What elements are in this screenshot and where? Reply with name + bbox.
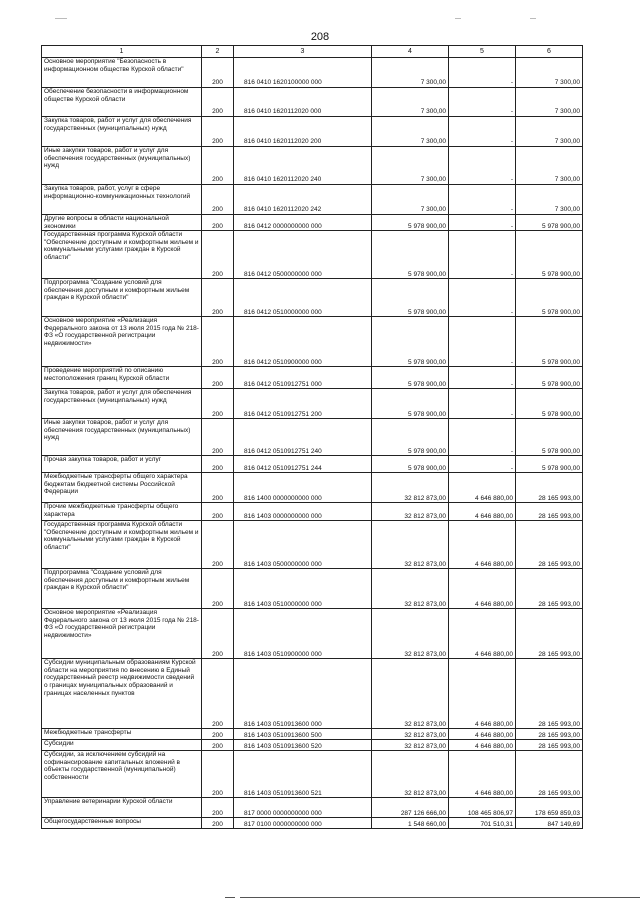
row-name-cell: Субсидии, за исключением субсидий на софинансирование капитальных вложений в объекты государственной (муниципальной) собственности	[42, 751, 202, 798]
row-code-cell: 200	[202, 185, 234, 215]
row-value-5-cell: -	[449, 456, 516, 473]
table-row	[42, 231, 583, 279]
row-value-6-cell: 28 165 993,00	[516, 729, 583, 740]
row-kbk-cell: 816 0412 0510900000 000	[234, 317, 372, 367]
row-value-6-cell: 5 978 900,00	[516, 231, 583, 279]
row-name-cell: Закупка товаров, работ и услуг для обеспечения государственных (муниципальных) нужд	[42, 117, 202, 147]
scan-mark	[530, 18, 536, 19]
row-value-6-cell: 28 165 993,00	[516, 569, 583, 609]
row-value-6-cell: 7 300,00	[516, 58, 583, 88]
row-value-6-cell: 28 165 993,00	[516, 740, 583, 751]
row-value-5-cell: -	[449, 389, 516, 419]
row-value-6-cell: 5 978 900,00	[516, 456, 583, 473]
row-value-4-cell: 1 548 660,00	[372, 818, 449, 829]
row-value-4-cell: 7 300,00	[372, 147, 449, 185]
table-row	[42, 389, 583, 419]
row-value-5-cell: -	[449, 185, 516, 215]
row-name-cell: Закупка товаров, работ, услуг в сфере информационно-коммуникационных технологий	[42, 185, 202, 215]
row-value-4-cell: 32 812 873,00	[372, 521, 449, 569]
table-row	[42, 521, 583, 569]
row-value-5-cell: -	[449, 215, 516, 231]
table-row	[42, 659, 583, 729]
row-value-6-cell: 28 165 993,00	[516, 473, 583, 503]
row-value-4-cell: 32 812 873,00	[372, 740, 449, 751]
row-code-cell: 200	[202, 659, 234, 729]
table-row	[42, 317, 583, 367]
row-value-5-cell: -	[449, 58, 516, 88]
table-row	[42, 147, 583, 185]
header-cell: 6	[516, 46, 583, 58]
row-value-6-cell: 5 978 900,00	[516, 317, 583, 367]
row-value-4-cell: 5 978 900,00	[372, 456, 449, 473]
row-value-6-cell: 28 165 993,00	[516, 751, 583, 798]
row-kbk-cell: 816 1403 0510900000 000	[234, 609, 372, 659]
row-value-5-cell: -	[449, 117, 516, 147]
row-value-5-cell: 4 646 880,00	[449, 751, 516, 798]
row-kbk-cell: 816 0412 0510000000 000	[234, 279, 372, 317]
row-value-4-cell: 5 978 900,00	[372, 367, 449, 389]
row-value-6-cell: 5 978 900,00	[516, 367, 583, 389]
row-value-6-cell: 7 300,00	[516, 185, 583, 215]
table-row	[42, 367, 583, 389]
footer-line	[240, 897, 640, 898]
row-name-cell: Государственная программа Курской области "Обеспечение доступным и комфортным жильем и коммунальными услугами граждан в Курской области"	[42, 231, 202, 279]
row-value-5-cell: -	[449, 147, 516, 185]
row-name-cell: Основное мероприятие «Реализация Федерального закона от 13 июля 2015 года № 218-ФЗ «О государственной регистрации недвижимости»	[42, 317, 202, 367]
row-value-6-cell: 28 165 993,00	[516, 521, 583, 569]
row-value-6-cell: 5 978 900,00	[516, 389, 583, 419]
row-name-cell: Подпрограмма "Создание условий для обеспечения доступным и комфортным жильем граждан в Курской области"	[42, 569, 202, 609]
row-value-4-cell: 5 978 900,00	[372, 317, 449, 367]
table-row	[42, 473, 583, 503]
header-cell: 2	[202, 46, 234, 58]
row-kbk-cell: 816 0412 0000000000 000	[234, 215, 372, 231]
row-value-5-cell: -	[449, 367, 516, 389]
header-cell: 1	[42, 46, 202, 58]
row-value-5-cell: 4 646 880,00	[449, 729, 516, 740]
scan-mark	[55, 18, 67, 19]
row-value-4-cell: 32 812 873,00	[372, 569, 449, 609]
row-kbk-cell: 816 0412 0510912751 000	[234, 367, 372, 389]
row-value-6-cell: 847 149,69	[516, 818, 583, 829]
row-code-cell: 200	[202, 740, 234, 751]
row-value-6-cell: 5 978 900,00	[516, 419, 583, 456]
row-value-5-cell: -	[449, 317, 516, 367]
row-code-cell: 200	[202, 456, 234, 473]
row-name-cell: Управление ветеринарии Курской области	[42, 798, 202, 818]
row-value-6-cell: 5 978 900,00	[516, 215, 583, 231]
row-kbk-cell: 816 1403 0500000000 000	[234, 521, 372, 569]
row-code-cell: 200	[202, 798, 234, 818]
header-cell: 5	[449, 46, 516, 58]
table-row	[42, 609, 583, 659]
row-value-5-cell: -	[449, 419, 516, 456]
row-value-5-cell: 4 646 880,00	[449, 473, 516, 503]
row-code-cell: 200	[202, 609, 234, 659]
row-name-cell: Закупка товаров, работ и услуг для обеспечения государственных (муниципальных) нужд	[42, 389, 202, 419]
row-value-4-cell: 32 812 873,00	[372, 503, 449, 521]
row-kbk-cell: 816 1403 0510913600 520	[234, 740, 372, 751]
row-value-4-cell: 32 812 873,00	[372, 751, 449, 798]
table-row	[42, 185, 583, 215]
row-code-cell: 200	[202, 88, 234, 117]
row-value-4-cell: 32 812 873,00	[372, 729, 449, 740]
row-code-cell: 200	[202, 317, 234, 367]
table-row	[42, 729, 583, 740]
row-name-cell: Межбюджетные трансферты общего характера бюджетам бюджетной системы Российской Федерации	[42, 473, 202, 503]
table-row	[42, 740, 583, 751]
row-value-6-cell: 178 659 859,03	[516, 798, 583, 818]
page-number: 208	[310, 31, 330, 43]
row-kbk-cell: 816 0410 1620112020 000	[234, 88, 372, 117]
row-value-5-cell: 108 465 806,97	[449, 798, 516, 818]
row-name-cell: Основное мероприятие «Реализация Федерального закона от 13 июля 2015 года № 218-ФЗ «О государственной регистрации недвижимости»	[42, 609, 202, 659]
row-kbk-cell: 816 0412 0500000000 000	[234, 231, 372, 279]
row-code-cell: 200	[202, 503, 234, 521]
table-row	[42, 503, 583, 521]
scan-mark	[455, 18, 461, 19]
table-row	[42, 751, 583, 798]
header-cell: 4	[372, 46, 449, 58]
row-code-cell: 200	[202, 279, 234, 317]
row-value-5-cell: 701 510,31	[449, 818, 516, 829]
row-name-cell: Другие вопросы в области национальной экономики	[42, 215, 202, 231]
row-value-6-cell: 28 165 993,00	[516, 503, 583, 521]
row-name-cell: Проведение мероприятий по описанию местоположения границ Курской области	[42, 367, 202, 389]
row-kbk-cell: 816 1403 0510913600 500	[234, 729, 372, 740]
row-code-cell: 200	[202, 419, 234, 456]
row-name-cell: Иные закупки товаров, работ и услуг для обеспечения государственных (муниципальных) нужд	[42, 147, 202, 185]
row-value-5-cell: -	[449, 231, 516, 279]
row-value-6-cell: 7 300,00	[516, 88, 583, 117]
table-row	[42, 798, 583, 818]
row-kbk-cell: 816 0412 0510912751 244	[234, 456, 372, 473]
row-value-4-cell: 7 300,00	[372, 117, 449, 147]
table-row	[42, 215, 583, 231]
row-kbk-cell: 816 0410 1620112020 240	[234, 147, 372, 185]
row-code-cell: 200	[202, 389, 234, 419]
budget-table	[41, 45, 583, 829]
header-row	[42, 46, 583, 58]
row-kbk-cell: 816 0412 0510912751 240	[234, 419, 372, 456]
row-value-4-cell: 5 978 900,00	[372, 231, 449, 279]
row-code-cell: 200	[202, 521, 234, 569]
row-value-5-cell: 4 646 880,00	[449, 609, 516, 659]
row-kbk-cell: 816 0410 1620112020 242	[234, 185, 372, 215]
row-value-5-cell: -	[449, 279, 516, 317]
row-value-4-cell: 7 300,00	[372, 58, 449, 88]
row-value-5-cell: 4 646 880,00	[449, 740, 516, 751]
row-value-4-cell: 32 812 873,00	[372, 659, 449, 729]
table-row	[42, 569, 583, 609]
row-value-4-cell: 5 978 900,00	[372, 389, 449, 419]
row-code-cell: 200	[202, 569, 234, 609]
row-name-cell: Обеспечение безопасности в информационном обществе Курской области	[42, 88, 202, 117]
row-kbk-cell: 816 1403 0510000000 000	[234, 569, 372, 609]
table-row	[42, 456, 583, 473]
row-value-5-cell: 4 646 880,00	[449, 521, 516, 569]
row-value-6-cell: 5 978 900,00	[516, 279, 583, 317]
row-kbk-cell: 816 1403 0000000000 000	[234, 503, 372, 521]
row-value-5-cell: 4 646 880,00	[449, 503, 516, 521]
row-name-cell: Подпрограмма "Создание условий для обеспечения доступным и комфортным жильем граждан в Курской области"	[42, 279, 202, 317]
row-code-cell: 200	[202, 473, 234, 503]
row-value-4-cell: 5 978 900,00	[372, 215, 449, 231]
row-code-cell: 200	[202, 729, 234, 740]
row-value-4-cell: 5 978 900,00	[372, 279, 449, 317]
row-value-5-cell: 4 646 880,00	[449, 569, 516, 609]
row-name-cell: Субсидии муниципальным образованиям Курской области на мероприятия по внесению в Единый государственный реестр недвижимости сведений о границах муниципальных образований и границах населенных пунктов	[42, 659, 202, 729]
row-code-cell: 200	[202, 818, 234, 829]
row-kbk-cell: 817 0100 0000000000 000	[234, 818, 372, 829]
row-code-cell: 200	[202, 367, 234, 389]
row-value-6-cell: 7 300,00	[516, 117, 583, 147]
row-kbk-cell: 816 0412 0510912751 200	[234, 389, 372, 419]
row-name-cell: Основное мероприятие "Безопасность в информационном обществе Курской области"	[42, 58, 202, 88]
row-value-4-cell: 32 812 873,00	[372, 609, 449, 659]
row-value-4-cell: 7 300,00	[372, 88, 449, 117]
row-code-cell: 200	[202, 147, 234, 185]
row-value-6-cell: 7 300,00	[516, 147, 583, 185]
row-name-cell: Общегосударственные вопросы	[42, 818, 202, 829]
row-name-cell: Межбюджетные трансферты	[42, 729, 202, 740]
row-kbk-cell: 816 0410 1620100000 000	[234, 58, 372, 88]
row-name-cell: Государственная программа Курской области "Обеспечение доступным и комфортным жильем и коммунальными услугами граждан в Курской области"	[42, 521, 202, 569]
table-row	[42, 58, 583, 88]
row-code-cell: 200	[202, 58, 234, 88]
row-kbk-cell: 816 1403 0510913600 000	[234, 659, 372, 729]
table-row	[42, 818, 583, 829]
row-kbk-cell: 816 1400 0000000000 000	[234, 473, 372, 503]
row-kbk-cell: 816 0410 1620112020 200	[234, 117, 372, 147]
row-value-4-cell: 5 978 900,00	[372, 419, 449, 456]
row-value-5-cell: 4 646 880,00	[449, 659, 516, 729]
table-row	[42, 419, 583, 456]
row-kbk-cell: 816 1403 0510913600 521	[234, 751, 372, 798]
row-value-4-cell: 32 812 873,00	[372, 473, 449, 503]
table-row	[42, 279, 583, 317]
row-kbk-cell: 817 0000 0000000000 000	[234, 798, 372, 818]
row-code-cell: 200	[202, 117, 234, 147]
row-name-cell: Субсидии	[42, 740, 202, 751]
table-row	[42, 117, 583, 147]
row-name-cell: Прочие межбюджетные трансферты общего характера	[42, 503, 202, 521]
row-value-5-cell: -	[449, 88, 516, 117]
row-value-6-cell: 28 165 993,00	[516, 609, 583, 659]
table-row	[42, 88, 583, 117]
header-cell: 3	[234, 46, 372, 58]
row-value-6-cell: 28 165 993,00	[516, 659, 583, 729]
row-name-cell: Прочая закупка товаров, работ и услуг	[42, 456, 202, 473]
row-code-cell: 200	[202, 215, 234, 231]
row-code-cell: 200	[202, 751, 234, 798]
row-value-4-cell: 287 126 666,00	[372, 798, 449, 818]
row-value-4-cell: 7 300,00	[372, 185, 449, 215]
row-code-cell: 200	[202, 231, 234, 279]
scan-mark	[225, 897, 235, 898]
row-name-cell: Иные закупки товаров, работ и услуг для обеспечения государственных (муниципальных) нужд	[42, 419, 202, 456]
